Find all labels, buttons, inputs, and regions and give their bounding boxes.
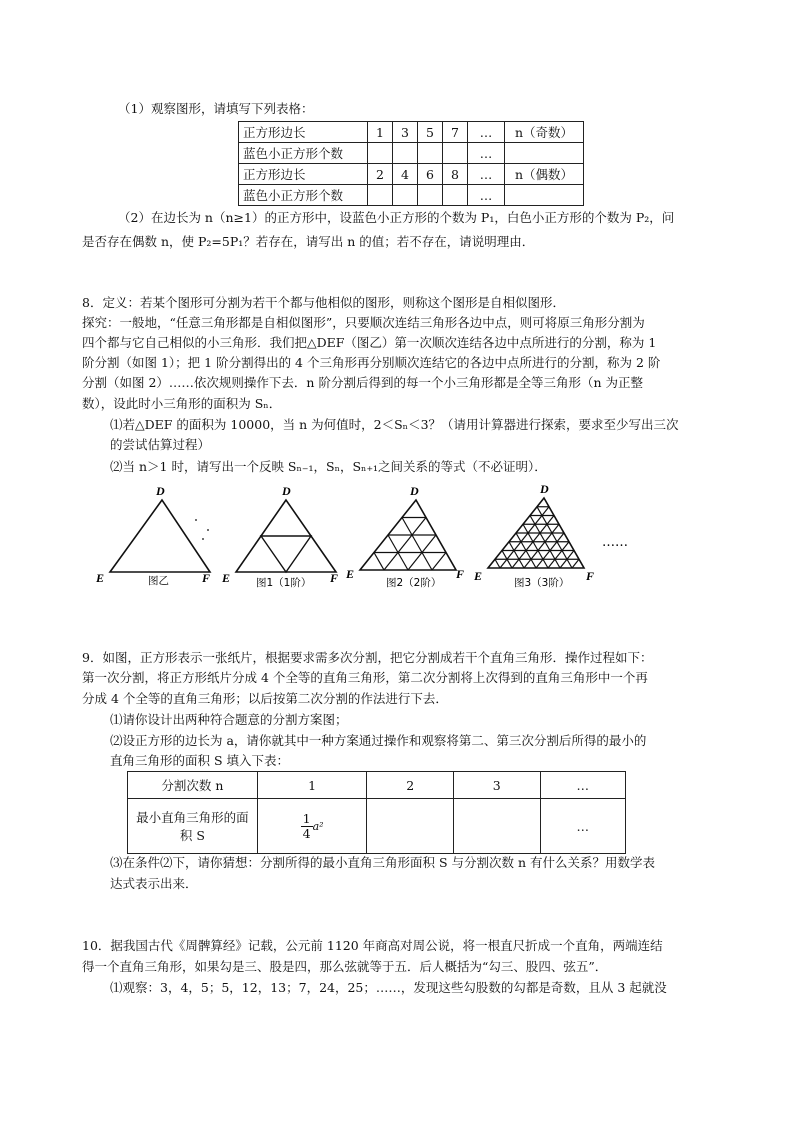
- vertex-f-label: F: [330, 571, 339, 585]
- vertex-d-label: D: [156, 484, 165, 498]
- q8-sub1-line1: ⑴若△DEF 的面积为 10000，当 n 为何值时，2＜Sₙ＜3？（请用计算器进行探索，要求至少写出三次: [110, 417, 679, 432]
- caption-figure-3: 图3（3阶）: [514, 577, 570, 589]
- q7-value-cell: 2: [368, 164, 393, 185]
- vertex-e-label: E: [474, 569, 483, 583]
- q9-answer-cell[interactable]: [367, 799, 454, 854]
- q9-header-cell: 1: [257, 772, 367, 799]
- q7-answer-cell[interactable]: [443, 185, 468, 206]
- q7-value-cell: n（奇数）: [505, 122, 584, 143]
- q7-table-row: [239, 185, 584, 206]
- q7-value-cell: n（偶数）: [505, 164, 584, 185]
- caption-figure-1: 图1（1阶）: [256, 577, 312, 589]
- q7-value-cell: …: [468, 122, 505, 143]
- caption-figure-2: 图2（2阶）: [386, 577, 442, 589]
- q9-answer-cell[interactable]: [454, 799, 541, 854]
- q7-value-cell: 3: [393, 122, 418, 143]
- q7-answer-cell[interactable]: [418, 143, 443, 164]
- q9-line1: 9．如图，正方形表示一张纸片，根据要求需多次分割，把它分割成若干个直角三角形．操作过程如下：: [82, 650, 653, 665]
- speck-mark: [195, 519, 197, 521]
- q8-sub2: ⑵当 n＞1 时，请写出一个反映 Sₙ₋₁，Sₙ，Sₙ₊₁之间关系的等式（不必证明）．: [110, 459, 547, 474]
- q7-row-label: 正方形边长: [239, 122, 368, 143]
- q7-answer-cell[interactable]: [505, 185, 584, 206]
- fraction-denominator: 4: [302, 825, 311, 841]
- q7-value-cell: 4: [393, 164, 418, 185]
- q10-line2: 得一个直角三角形，如果勾是三、股是四，那么弦就等于五．后人概括为“勾三、股四、弦五”．: [82, 959, 608, 974]
- fraction-numerator: 1: [302, 810, 311, 826]
- caption-figure-yi: 图乙: [148, 575, 169, 587]
- q7-answer-cell[interactable]: [393, 143, 418, 164]
- q9-sub3-line2: 达式表示出来．: [110, 876, 198, 891]
- q8-line2: 探究：一般地，“任意三角形都是自相似图形”，只要顺次连结三角形各边中点，则可将原三角形分割为: [82, 315, 645, 330]
- q7-value-cell: …: [468, 143, 505, 164]
- vertex-f-label: F: [202, 571, 211, 585]
- q9-sub1: ⑴请你设计出两种符合题意的分割方案图；: [110, 712, 348, 727]
- q7-part1-text: （1）观察图形，请填写下列表格：: [118, 101, 314, 116]
- q7-value-cell: …: [468, 164, 505, 185]
- subdivision-line: [384, 518, 426, 571]
- q9-line3: 分成 4 个全等的直角三角形；以后按第二次分割的作法进行下去．: [82, 691, 448, 706]
- subdivision-line: [572, 559, 579, 568]
- fraction-variable: a²: [312, 819, 324, 833]
- q9-header-cell: 2: [367, 772, 454, 799]
- figure-order-3: [473, 482, 594, 589]
- q9-sub2-line1: ⑵设正方形的边长为 a，请你就其中一种方案通过操作和观察将第二、第三次分割后所得的最小的: [110, 733, 647, 748]
- q8-triangle-figures: [90, 478, 690, 590]
- q9-sub2-line2: 直角三角形的面积 S 填入下表：: [110, 753, 290, 768]
- speck-mark: [207, 529, 209, 531]
- vertex-e-label: E: [96, 571, 105, 585]
- q9-area-n1-cell: [257, 799, 367, 854]
- q7-table: [238, 121, 584, 206]
- q9-ellipsis-cell: …: [540, 799, 625, 854]
- q7-value-cell: …: [468, 185, 505, 206]
- q7-row-label: 蓝色小正方形个数: [239, 143, 368, 164]
- speck-mark: [202, 538, 204, 540]
- q9-header-cell: …: [540, 772, 625, 799]
- q7-answer-cell[interactable]: [368, 143, 393, 164]
- subdivision-line: [432, 553, 446, 571]
- q7-answer-cell[interactable]: [418, 185, 443, 206]
- q10-line1: 10．据我国古代《周髀算经》记载，公元前 1120 年商高对周公说，将一根直尺折成一个直角，两端连结: [82, 938, 663, 953]
- q7-value-cell: 6: [418, 164, 443, 185]
- figure-order-2: [345, 484, 464, 589]
- q9-row-label: 最小直角三角形的面积 S: [128, 799, 258, 854]
- q8-line3: 四个都与它自己相似的小三角形．我们把△DEF（图乙）第一次顺次连结各边中点所进行的分割，称为 1: [82, 335, 657, 350]
- q7-part2-line2: 是否存在偶数 n，使 P₂=5P₁？若存在，请写出 n 的值；若不存在，请说明理由．: [82, 234, 535, 249]
- q7-value-cell: 7: [443, 122, 468, 143]
- midpoint-triangle: [261, 536, 311, 572]
- figure-yi: [95, 484, 210, 587]
- vertex-f-label: F: [586, 569, 595, 583]
- q8-line1: 8．定义：若某个图形可分割为若干个都与他相似的图形，则称这个图形是自相似图形．: [82, 295, 565, 310]
- q7-answer-cell[interactable]: [393, 185, 418, 206]
- q7-row-label: 蓝色小正方形个数: [239, 185, 368, 206]
- q7-table-row: [239, 164, 584, 185]
- q7-value-cell: 8: [443, 164, 468, 185]
- q7-answer-cell[interactable]: [368, 185, 393, 206]
- triangle-def-outline: [110, 500, 210, 572]
- q7-answer-cell[interactable]: [505, 143, 584, 164]
- q7-value-cell: 5: [418, 122, 443, 143]
- vertex-d-label: D: [282, 484, 291, 498]
- q7-part2-line1: （2）在边长为 n（n≥1）的正方形中，设蓝色小正方形的个数为 P₁，白色小正方形的个数为 P₂，问: [118, 210, 675, 225]
- subdivision-line: [523, 524, 548, 568]
- q9-table: [127, 771, 626, 854]
- q8-line6: 数），设此时小三角形的面积为 Sₙ．: [82, 396, 282, 411]
- q7-table-row: [239, 122, 584, 143]
- q9-line2: 第一次分割，将正方形纸片分成 4 个全等的直角三角形，第二次分割将上次得到的直角三角形中一个再: [82, 670, 648, 685]
- q7-table-row: [239, 143, 584, 164]
- fraction: [301, 812, 313, 841]
- subdivision-line: [548, 542, 569, 568]
- vertex-e-label: E: [222, 571, 231, 585]
- q7-answer-cell[interactable]: [443, 143, 468, 164]
- figures-ellipsis: ……: [602, 535, 628, 550]
- q9-header-cell: 分割次数 n: [128, 772, 258, 799]
- q9-sub3-line1: ⑶在条件⑵下，请你猜想：分割所得的最小直角三角形面积 S 与分割次数 n 有什么关系？用数学表: [110, 855, 656, 870]
- subdivision-line: [374, 553, 384, 571]
- q8-sub1-line2: 的尝试估算过程）: [110, 437, 211, 452]
- q8-line5: 分割（如图 2）……依次规则操作下去．n 阶分割后得到的每一个小三角形都是全等三角形（n 为正整: [82, 375, 643, 390]
- q7-row-label: 正方形边长: [239, 164, 368, 185]
- q9-header-cell: 3: [454, 772, 541, 799]
- subdivision-line: [402, 518, 432, 571]
- q8-line4: 阶分割（如图 1）；把 1 阶分割得出的 4 个三角形再分别顺次连结它的各边中点所进行的分割，称为 2 阶: [82, 355, 661, 370]
- vertex-d-label: D: [540, 482, 549, 496]
- subdivision-line: [495, 559, 500, 568]
- vertex-f-label: F: [456, 567, 465, 581]
- figure-order-1: [221, 484, 338, 589]
- vertex-d-label: D: [410, 484, 419, 498]
- q7-value-cell: 1: [368, 122, 393, 143]
- vertex-e-label: E: [346, 567, 355, 581]
- q10-line3: ⑴观察：3，4，5；5，12，13；7，24，25；……，发现这些勾股数的勾都是奇数，且从 3 起就没: [110, 980, 667, 995]
